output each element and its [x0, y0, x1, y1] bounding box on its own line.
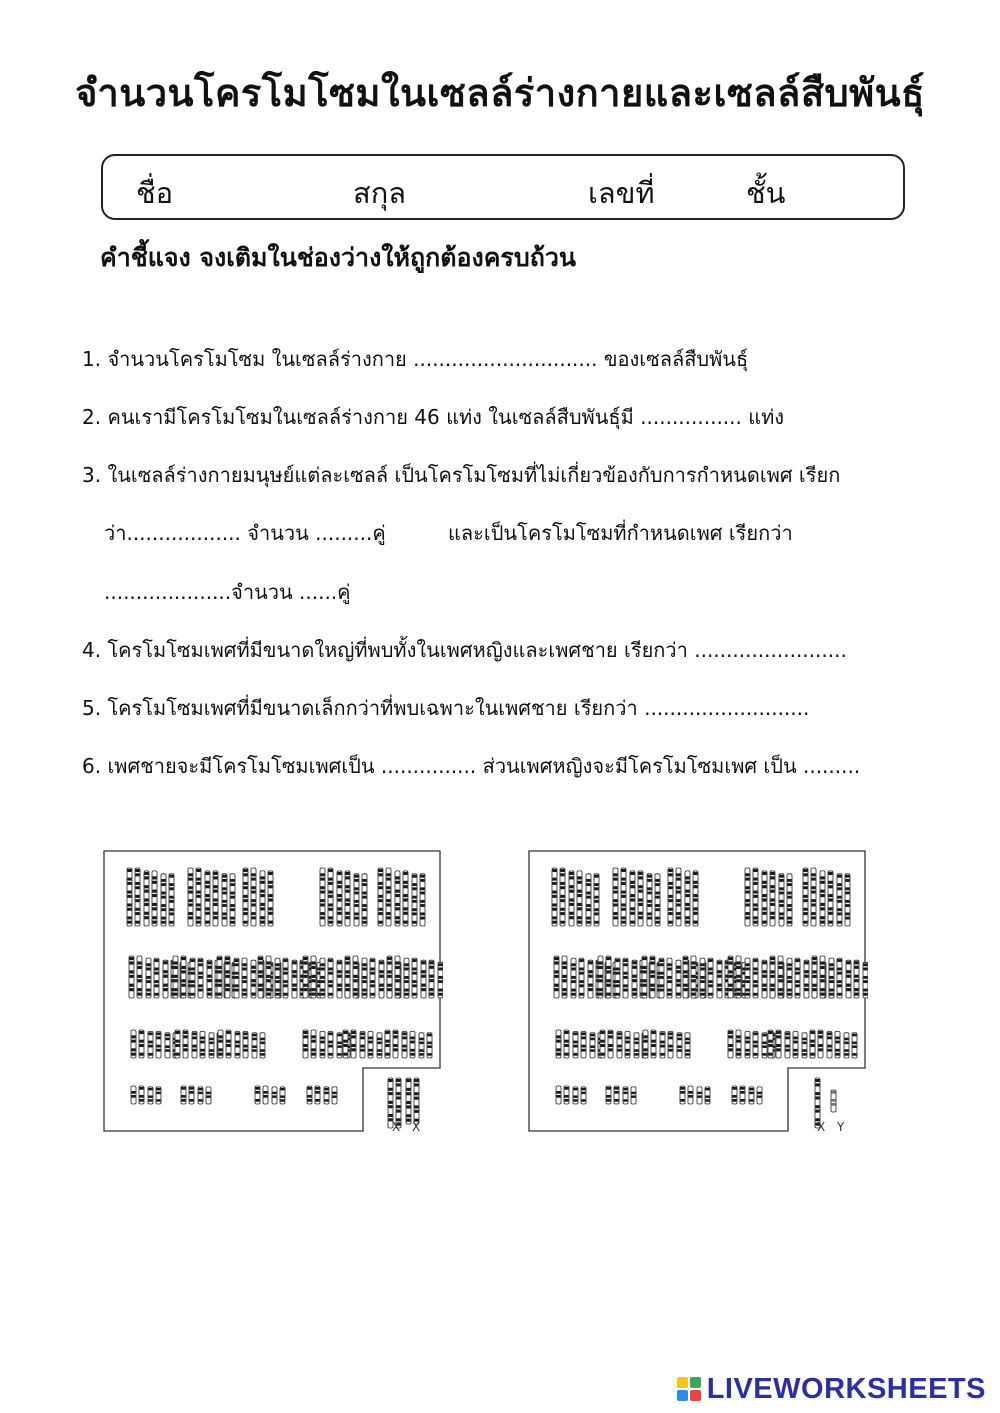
chromosome [613, 868, 618, 926]
chromosome [564, 1086, 569, 1104]
chromosome [362, 958, 367, 998]
chromosome [280, 1087, 285, 1104]
chromosome [205, 871, 210, 926]
chromosome [606, 1086, 611, 1104]
chromosome [588, 960, 593, 998]
chromosome [770, 871, 775, 926]
chromosome [403, 871, 408, 926]
chromosome [829, 958, 834, 998]
chromosome [770, 956, 775, 998]
chromosome [266, 956, 271, 998]
chromosome [564, 1030, 569, 1058]
chromosome [414, 1078, 419, 1124]
chromosome [732, 1086, 737, 1104]
class-label: ชั้น [746, 176, 786, 210]
chromosome [594, 874, 599, 926]
chromosome [691, 956, 696, 998]
student-info-box [101, 154, 905, 220]
chromosome [328, 868, 333, 926]
chromosome [137, 956, 142, 998]
chromosome [621, 868, 626, 926]
chromosome [217, 956, 222, 998]
chromosome [190, 958, 195, 998]
chromosome [676, 960, 681, 998]
chromosome [385, 1030, 390, 1058]
chromosome [320, 958, 325, 998]
chromosome [659, 958, 664, 998]
chromosome [778, 956, 783, 998]
chromosome [260, 871, 265, 926]
chromosome [209, 1033, 214, 1058]
chromosome [708, 958, 713, 998]
chromosome [700, 958, 705, 998]
chromosome [156, 1087, 161, 1104]
chromosome [776, 1030, 781, 1058]
chromosome [745, 958, 750, 998]
chromosome [328, 958, 333, 998]
chromosome [651, 1030, 656, 1058]
chromosome [351, 1030, 356, 1058]
chromosome [812, 956, 817, 998]
chromosome [165, 1033, 170, 1058]
chromosome [252, 1033, 257, 1058]
chromosome [393, 1030, 398, 1058]
worksheet-title: จำนวนโครโมโซมในเซลล์ร่างกายและเซลล์สืบพันธุ์ [75, 71, 925, 115]
chromosome [643, 1030, 648, 1058]
chromosome [198, 1087, 203, 1104]
chromosome [173, 956, 178, 998]
chromosome [129, 956, 134, 998]
female-karyotype-diagram [103, 850, 443, 1135]
chromosome [863, 962, 868, 998]
chromosome [623, 958, 628, 998]
chromosome [562, 956, 567, 998]
chromosome [332, 1087, 337, 1104]
chromosome [736, 1030, 741, 1058]
chromosome [148, 1087, 153, 1104]
chromosome [638, 871, 643, 926]
chromosome [154, 958, 159, 998]
chromosome [378, 868, 383, 926]
chromosome [581, 1087, 586, 1104]
liveworksheets-brand [677, 1372, 986, 1406]
chromosome [586, 874, 591, 926]
chromosome [292, 960, 297, 998]
chromosome [320, 1031, 325, 1058]
chromosome [337, 1033, 342, 1058]
chromosome [412, 958, 417, 998]
chromosome [438, 962, 443, 998]
chromosome [762, 1033, 767, 1058]
chromosome [354, 874, 359, 926]
male-karyotype-diagram [528, 850, 868, 1135]
chromosome [139, 1030, 144, 1058]
chromosome [632, 960, 637, 998]
chromosome [242, 958, 247, 998]
chromosome [343, 1030, 348, 1058]
chromosome [820, 956, 825, 998]
chromosome [139, 1086, 144, 1104]
chromosome [685, 871, 690, 926]
number-label: เลขที่ [588, 176, 655, 210]
chromosome [779, 874, 784, 926]
chromosome [230, 874, 235, 926]
question-2: 2. คนเรามีโครโมโซมในเซลล์ร่างกาย 46 แท่ง ในเซลล์สืบพันธุ์มี ................ แท่ง [82, 405, 785, 429]
chromosome [161, 874, 166, 926]
chromosome [188, 868, 193, 926]
chromosome [183, 1030, 188, 1058]
chromosome [688, 1086, 693, 1104]
question-6: 6. เพศชายจะมีโครโมโซมเพศเป็น ............... ส่วนเพศหญิงจะมีโครโมโซมเพศ เป็น ......... [82, 754, 861, 778]
chromosome [311, 956, 316, 998]
chromosome [243, 1031, 248, 1058]
chromosome [728, 1030, 733, 1058]
sex-chromosome-label: Y [837, 1120, 845, 1134]
chromosome [218, 1030, 223, 1058]
chromosome [377, 1033, 382, 1058]
chromosome [668, 1031, 673, 1058]
chromosome [615, 958, 620, 998]
chromosome [311, 1030, 316, 1058]
chromosome [608, 1030, 613, 1058]
chromosome [844, 1033, 849, 1058]
chromosome [362, 874, 367, 926]
chromosome [127, 868, 132, 926]
chromosome [600, 1030, 605, 1058]
chromosome [243, 868, 248, 926]
chromosome [810, 1030, 815, 1058]
chromosome [667, 958, 672, 998]
chromosome [573, 1031, 578, 1058]
female-karyotype [103, 850, 443, 1135]
chromosome [421, 960, 426, 998]
chromosome [660, 1031, 665, 1058]
question-4: 4. โครโมโซมเพศที่มีขนาดใหญ่ที่พบทั้งในเพศหญิงและเพศชาย เรียกว่า ........................ [82, 638, 847, 662]
chromosome [200, 1031, 205, 1058]
chromosome [552, 868, 557, 926]
chromosome [234, 958, 239, 998]
chromosome [406, 1078, 411, 1124]
chromosome [569, 871, 574, 926]
chromosome [736, 956, 741, 998]
chromosome [630, 871, 635, 926]
question-5: 5. โครโมโซมเพศที่มีขนาดเล็กกว่าที่พบเฉพาะในเพศชาย เรียกว่า .......................... [82, 696, 810, 720]
chromosome [225, 956, 230, 998]
instruction-text: คำชี้แจง จงเติมในช่องว่างให้ถูกต้องครบถ้วน [100, 243, 576, 272]
chromosome [802, 1033, 807, 1058]
chromosome [379, 960, 384, 998]
chromosome [251, 960, 256, 998]
chromosome [804, 960, 809, 998]
question-1: 1. จำนวนโครโมโซม ในเซลล์ร่างกาย ............................. ของเซลล์สืบพันธุ์ [82, 347, 749, 371]
chromosome [768, 1030, 773, 1058]
chromosome [181, 1086, 186, 1104]
chromosome [353, 956, 358, 998]
chromosome [683, 956, 688, 998]
chromosome [745, 1031, 750, 1058]
chromosome [169, 874, 174, 926]
chromosome [634, 1033, 639, 1058]
chromosome [818, 1030, 823, 1058]
chromosome [387, 956, 392, 998]
chromosome [554, 956, 559, 998]
chromosome [360, 1031, 365, 1058]
chromosome [207, 960, 212, 998]
chromosome [846, 960, 851, 998]
chromosome [717, 960, 722, 998]
chromosome [258, 956, 263, 998]
chromosome [196, 868, 201, 926]
chromosome [429, 960, 434, 998]
chromosome [693, 871, 698, 926]
chromosome [556, 1086, 561, 1104]
chromosome [206, 1087, 211, 1104]
chromosome [412, 874, 417, 926]
chromosome [845, 874, 850, 926]
chromosome [762, 871, 767, 926]
chromosome [251, 868, 256, 926]
chromosome [135, 868, 140, 926]
chromosome [631, 1087, 636, 1104]
chromosome [307, 1086, 312, 1104]
chromosome [795, 958, 800, 998]
chromosome [697, 1087, 702, 1104]
chromosome [337, 960, 342, 998]
chromosome [598, 956, 603, 998]
chromosome [272, 1087, 277, 1104]
chromosome [315, 1086, 320, 1104]
male-karyotype [528, 850, 868, 1135]
chromosome [740, 1086, 745, 1104]
chromosome [556, 1030, 561, 1058]
chromosome [753, 958, 758, 998]
chromosome [745, 868, 750, 926]
chromosome [655, 874, 660, 926]
chromosome [395, 956, 400, 998]
chromosome [131, 1030, 136, 1058]
chromosome [668, 868, 673, 926]
chromosome [181, 956, 186, 998]
chromosome [370, 958, 375, 998]
chromosome [260, 1033, 265, 1058]
chromosome [680, 1086, 685, 1104]
question-3-line-2a: ว่า.................. จำนวน .........คู่ [104, 521, 386, 545]
chromosome [793, 1031, 798, 1058]
question-3-line-2b: และเป็นโครโมโซมที่กำหนดเพศ เรียกว่า [448, 521, 793, 545]
chromosome [402, 1031, 407, 1058]
chromosome [828, 871, 833, 926]
question-3-line-3: ....................จำนวน ......คู่ [104, 580, 351, 604]
chromosome [803, 868, 808, 926]
chromosome [226, 1030, 231, 1058]
chromosome [787, 958, 792, 998]
chromosome [395, 871, 400, 926]
chromosome [148, 1031, 153, 1058]
sex-chromosome-label: X [392, 1120, 401, 1134]
chromosome [386, 868, 391, 926]
chromosome [144, 871, 149, 926]
chromosome [268, 871, 273, 926]
chromosome [189, 1086, 194, 1104]
chromosome [320, 868, 325, 926]
chromosome [152, 871, 157, 926]
chromosome [345, 871, 350, 926]
chromosome [571, 958, 576, 998]
chromosome [677, 1033, 682, 1058]
chromosome [410, 1031, 415, 1058]
chromosome [785, 1031, 790, 1058]
chromosome [590, 1033, 595, 1058]
chromosome [787, 874, 792, 926]
chromosome [676, 868, 681, 926]
chromosome [404, 958, 409, 998]
chromosome [337, 871, 342, 926]
chromosome [560, 868, 565, 926]
chromosome [728, 956, 733, 998]
chromosome [427, 1033, 432, 1058]
liveworksheets-logo-icon [677, 1377, 701, 1401]
chromosome [837, 958, 842, 998]
sex-chromosome-label: X [817, 1120, 826, 1134]
chromosome [820, 871, 825, 926]
chromosome [303, 956, 308, 998]
chromosome [623, 1087, 628, 1104]
chromosome [647, 874, 652, 926]
chromosome [685, 1033, 690, 1058]
chromosome [345, 956, 350, 998]
sex-chromosome-label: X [412, 1120, 421, 1134]
chromosome [581, 1031, 586, 1058]
chromosome [757, 1087, 762, 1104]
chromosome [642, 956, 647, 998]
chromosome [419, 1033, 424, 1058]
chromosome [368, 1031, 373, 1058]
chromosome [156, 1031, 161, 1058]
chromosome [235, 1031, 240, 1058]
chromosome [146, 958, 151, 998]
chromosome [753, 1031, 758, 1058]
question-3: 3. ในเซลล์ร่างกายมนุษย์แต่ละเซลล์ เป็นโครโมโซมที่ไม่เกี่ยวข้องกับการกำหนดเพศ เรียก [82, 463, 841, 487]
chromosome [606, 956, 611, 998]
chromosome [263, 1086, 268, 1104]
chromosome [617, 1031, 622, 1058]
chromosome [753, 868, 758, 926]
chromosome [324, 1087, 329, 1104]
chromosome [577, 871, 582, 926]
brand-text: LIVEWORKSHEETS [706, 1372, 986, 1405]
chromosome [579, 958, 584, 998]
chromosome [837, 874, 842, 926]
surname-label: สกุล [353, 176, 407, 210]
chromosome [852, 1033, 857, 1058]
chromosome [614, 1086, 619, 1104]
chromosome [303, 1030, 308, 1058]
chromosome [831, 1090, 836, 1112]
chromosome [835, 1031, 840, 1058]
chromosome [811, 868, 816, 926]
chromosome [255, 1086, 260, 1104]
chromosome [625, 1031, 630, 1058]
chromosome [283, 958, 288, 998]
chromosome [854, 960, 859, 998]
chromosome [131, 1086, 136, 1104]
chromosome [213, 871, 218, 926]
chromosome [275, 958, 280, 998]
chromosome [163, 960, 168, 998]
chromosome [749, 1087, 754, 1104]
chromosome [650, 956, 655, 998]
chromosome [827, 1031, 832, 1058]
chromosome [222, 874, 227, 926]
chromosome [420, 874, 425, 926]
chromosome [762, 960, 767, 998]
chromosome [198, 958, 203, 998]
chromosome [175, 1030, 180, 1058]
name-label: ชื่อ [136, 176, 174, 210]
chromosome [192, 1031, 197, 1058]
chromosome [573, 1087, 578, 1104]
chromosome [328, 1031, 333, 1058]
chromosome [705, 1087, 710, 1104]
